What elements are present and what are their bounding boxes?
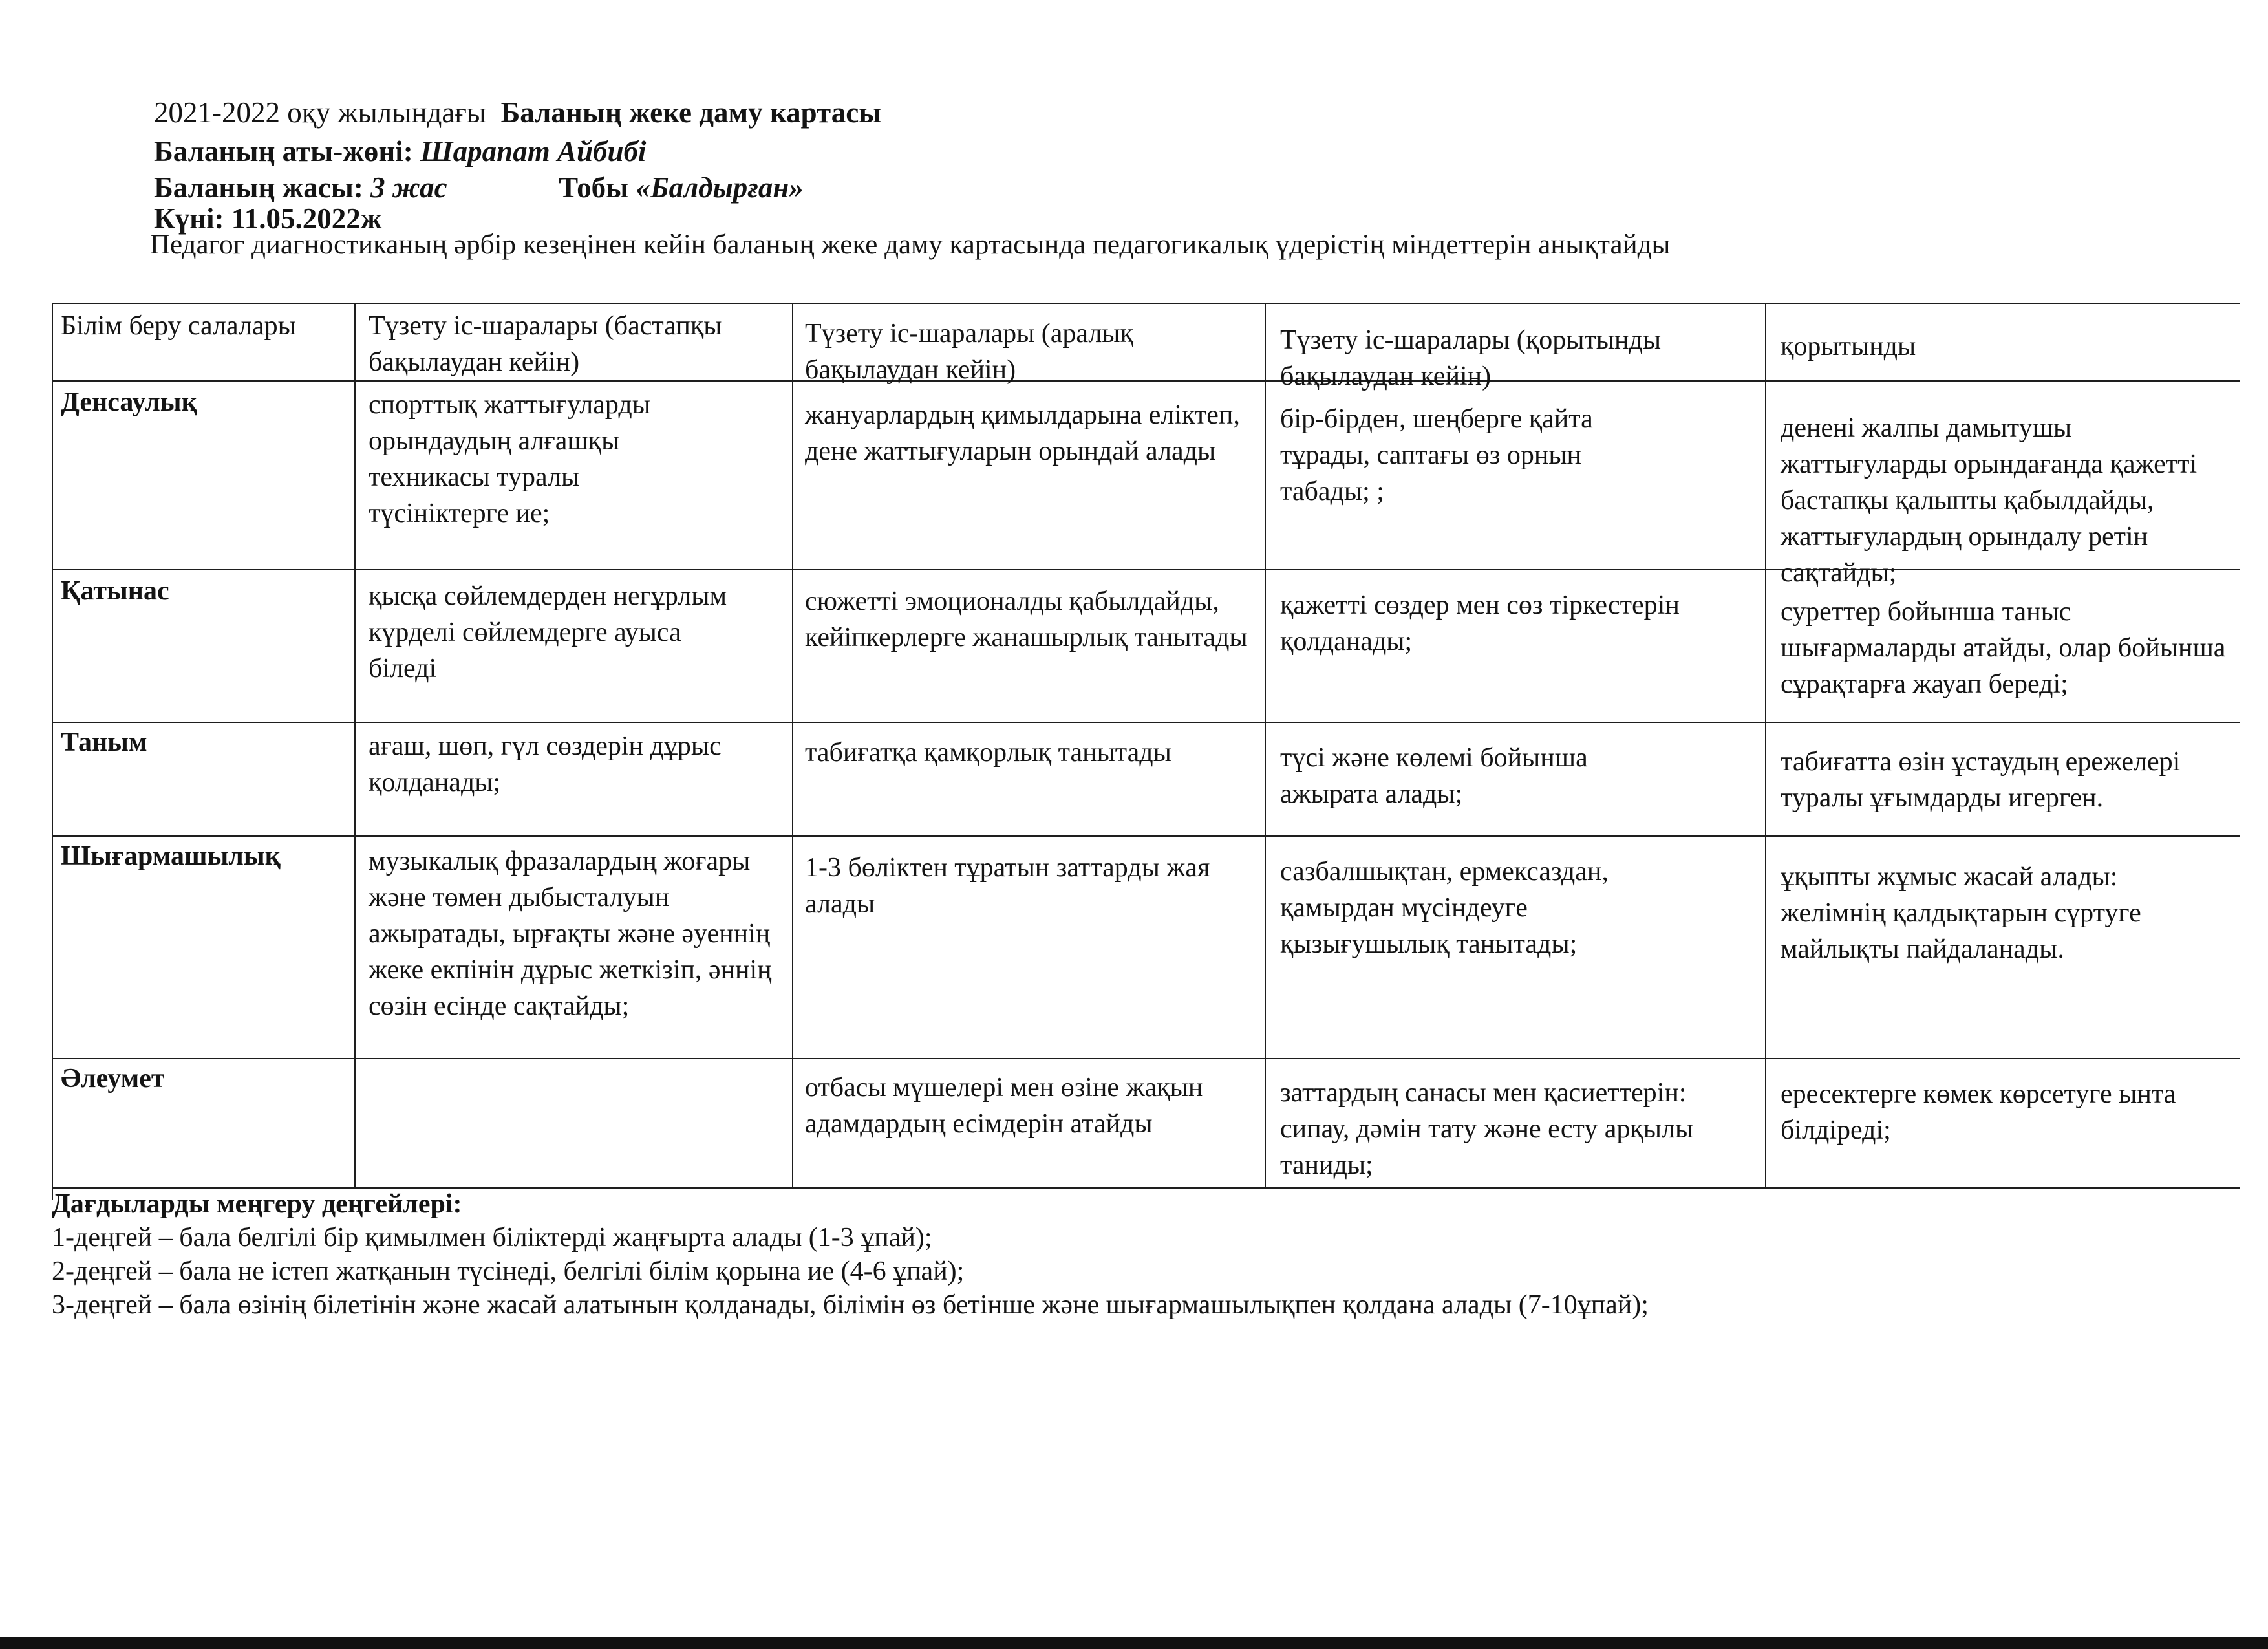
- document-title: Баланың жеке даму картасы: [500, 96, 882, 129]
- row-initial: спорттық жаттығуларды орындаудың алғашқы техникасы туралы түсініктерге ие;: [369, 390, 650, 528]
- skill-levels: [52, 1187, 1649, 1322]
- row-conclusion: ересектерге көмек көрсетуге ынта білдіреді;: [1781, 1079, 2176, 1145]
- row-intermediate: табиғатқа қамқорлық танытады: [805, 738, 1171, 768]
- header-initial: Түзету іс-шаралары (бастапқы бақылаудан кейін): [369, 311, 722, 377]
- group-label: Тобы: [559, 171, 629, 204]
- row-intermediate: жануарлардың қимылдарына еліктеп, дене жаттығуларын орындай алады: [805, 400, 1240, 466]
- row-area: Денсаулық: [61, 387, 197, 417]
- row-intermediate: 1-3 бөліктен тұратын заттарды жая алады: [805, 853, 1210, 919]
- row-initial: қысқа сөйлемдерден негұрлым күрделі сөйлемдерге ауыса біледі: [369, 581, 727, 684]
- header-line-1: [154, 94, 881, 131]
- header-line-2: [154, 133, 646, 169]
- row-final: түсі және көлемі бойынша ажырата алады;: [1280, 743, 1588, 809]
- year-prefix: 2021-2022 оқу жылындағы: [154, 96, 487, 129]
- header-final: Түзету іс-шаралары (қорытынды бақылаудан кейін): [1280, 325, 1662, 391]
- header-area: Білім беру салалары: [61, 311, 296, 341]
- level-item: 2-деңгей – бала не істеп жатқанын түсінеді, белгілі білім қорына ие (4-6 ұпай);: [52, 1256, 965, 1286]
- row-conclusion: табиғатта өзін ұстаудың ережелері туралы ұғымдарды игерген.: [1781, 747, 2181, 813]
- level-item: 3-деңгей – бала өзінің білетінін және жасай алатынын қолданады, білімін өз бетінше және шығармашылықпен қолдана алады (7-10ұпай);: [52, 1290, 1649, 1320]
- child-name-value: Шарапат Айбибі: [420, 135, 647, 167]
- date: Күні: 11.05.2022ж: [154, 202, 382, 235]
- row-conclusion: денені жалпы дамытушы жаттығуларды орындағанда қажетті бастапқы қалыпты қабылдайды, жаттығулардың орындалу ретін сақтайды;: [1781, 413, 2198, 588]
- row-final: қажетті сөздер мен сөз тіркестерін қолданады;: [1280, 590, 1680, 656]
- row-area: Қатынас: [61, 576, 169, 606]
- row-intermediate: сюжетті эмоционалды қабылдайды, кейіпкерлерге жанашырлық танытады: [805, 587, 1248, 652]
- row-intermediate: отбасы мүшелері мен өзіне жақын адамдардың есімдерін атайды: [805, 1073, 1203, 1139]
- row-area: Әлеумет: [61, 1064, 165, 1094]
- row-area: Шығармашылық: [61, 841, 281, 871]
- row-final: бір-бірден, шеңберге қайта тұрады, саптағы өз орнын табады; ;: [1280, 404, 1593, 506]
- child-name-label: Баланың аты-жөні:: [154, 135, 413, 167]
- row-initial: ағаш, шөп, гүл сөздерін дұрыс қолданады;: [369, 731, 722, 797]
- scan-border: [0, 1637, 2268, 1649]
- development-table: [52, 303, 2240, 1200]
- level-item: 1-деңгей – бала белгілі бір қимылмен біліктерді жаңғырта алады (1-3 ұпай);: [52, 1223, 932, 1253]
- intro-text: Педагог диагностиканың әрбір кезеңінен кейін баланың жеке даму картасында педагогикалық үдерістің міндеттерін анықтайды: [150, 230, 1671, 260]
- header-intermediate: Түзету іс-шаралары (аралық бақылаудан кейін): [805, 319, 1134, 385]
- row-conclusion: ұқыпты жұмыс жасай алады: желімнің қалдықтарын сүртуге майлықты пайдаланады.: [1781, 862, 2141, 964]
- row-conclusion: суреттер бойынша таныс шығармаларды атайды, олар бойынша сұрақтарға жауап береді;: [1781, 597, 2226, 699]
- levels-title: Дағдыларды меңгеру деңгейлері:: [52, 1189, 462, 1219]
- child-age-value: 3 жас: [370, 171, 447, 204]
- child-age-label: Баланың жасы:: [154, 171, 363, 204]
- group-value: «Балдырған»: [636, 171, 804, 204]
- row-initial: музыкалық фразалардың жоғары және төмен дыбысталуын ажыратады, ырғақты және әуеннің жеке екпінін дұрыс жеткізіп, әннің сөзін есінде сақтайды;: [369, 846, 772, 1021]
- row-final: заттардың санасы мен қасиеттерін: сипау, дәмін тату және есту арқылы таниды;: [1280, 1078, 1694, 1180]
- row-area: Таным: [61, 727, 147, 757]
- row-final: сазбалшықтан, ермексаздан, қамырдан мүсіндеуге қызығушылық танытады;: [1280, 857, 1609, 959]
- header-conclusion: қорытынды: [1781, 332, 1916, 361]
